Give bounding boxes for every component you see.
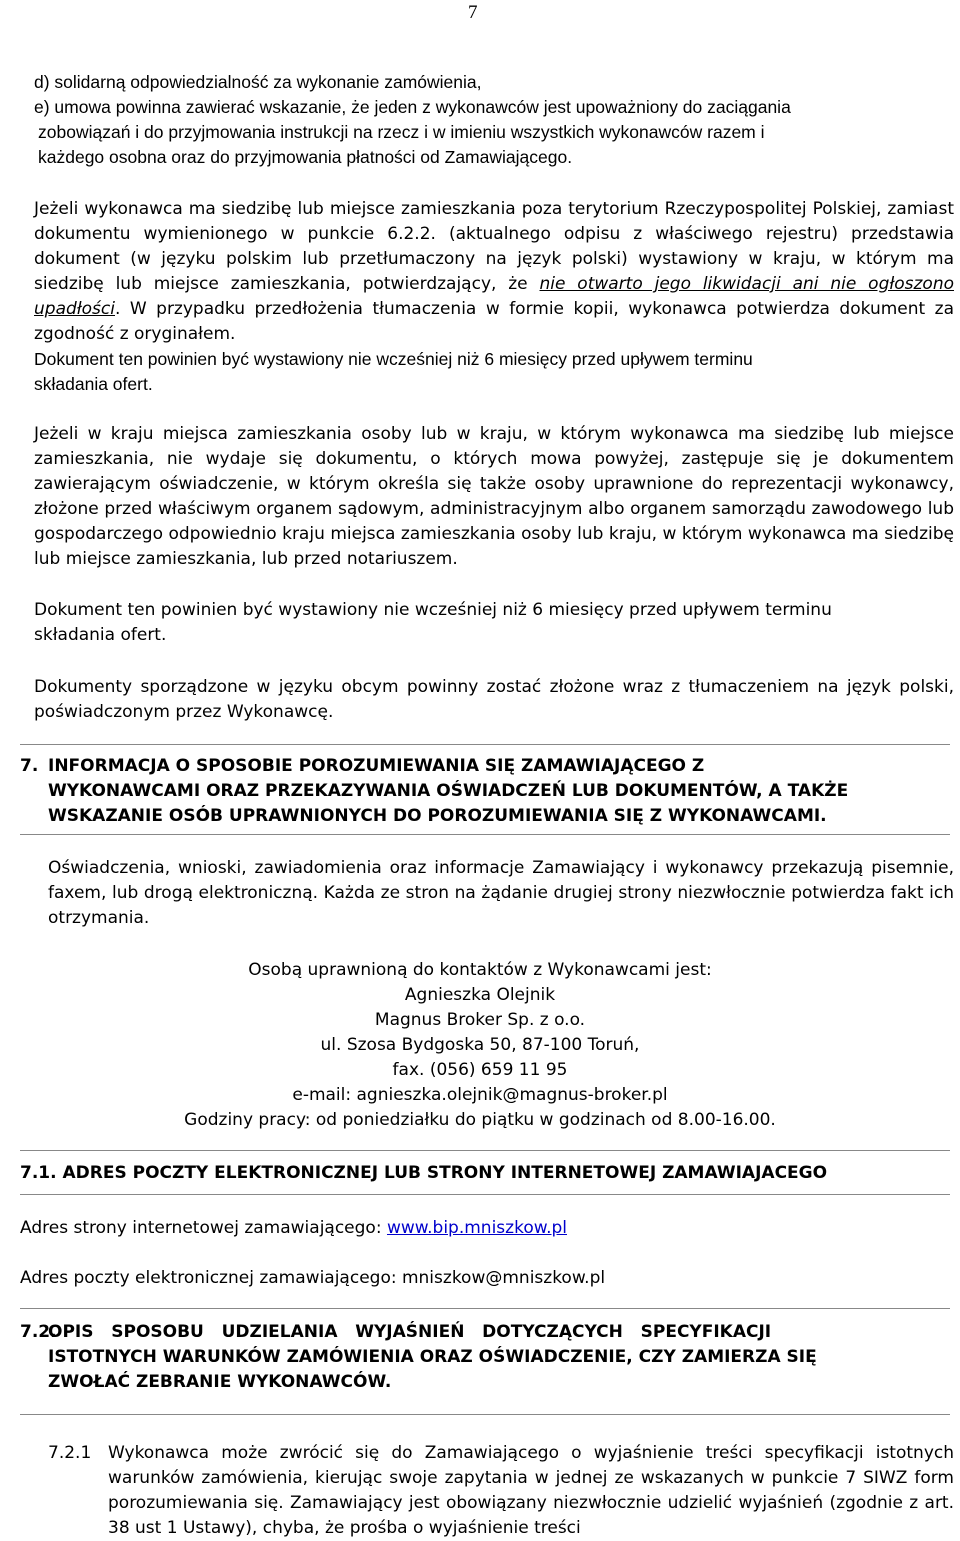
divider — [20, 1150, 950, 1151]
heading-line-1: INFORMACJA O SPOSOBIE POROZUMIEWANIA SIĘ ZAMAWIAJĄCEGO Z — [48, 756, 705, 776]
list-item-e-line3: każdego osobna oraz do przyjmowania płatności od Zamawiającego. — [38, 147, 573, 167]
foreign-entity-text-a: Jeżeli wykonawca ma siedzibę lub miejsce zamieszkania poza terytorium Rzeczypospolitej Polskiej, zamiast dokumentu wymienionego w punkcie 6.2.2. (aktualnego odpisu z właściwego rejestru) przedstawia dokument (w języku polskim lub przetłumaczony na język polski) wystawiony w kraju, w którym ma siedzibę lub miejsce zamieszkania, potwierdzający, że — [34, 199, 954, 294]
list-item-d: d) solidarną odpowiedzialność za wykonanie zamówienia, — [34, 72, 482, 92]
no-document-paragraph: Jeżeli w kraju miejsca zamieszkania osoby lub w kraju, w którym wykonawca ma siedzibę lub miejsce zamieszkania, nie wydaje się dokumentu, o których mowa powyżej, zastępuje się je dokumentem zawierającym oświadczenie, w którym określa się także osoby uprawnione do reprezentacji wykonawcy, złożone przed właściwym organem sądowym, administracyjnym albo organem samorządu zawodowego lub gospodarczego odpowiednio kraju miejsca zamieszkania osoby lub kraju, w którym wykonawca ma siedzibę lub miejsce zamieszkania, lub przed notariuszem. — [34, 424, 954, 569]
heading-line-3: WSKAZANIE OSÓB UPRAWNIONYCH DO POROZUMIEWANIA SIĘ Z WYKONAWCAMI. — [48, 806, 827, 826]
section-7-2-1 — [48, 1441, 954, 1541]
foreign-entity-text-b: . W przypadku przedłożenia tłumaczenia w formie kopii, wykonawca potwierdza dokument za zgodność z oryginałem. — [34, 299, 954, 344]
note-line-2: składania ofert. — [34, 374, 153, 394]
note-line-1: Dokument ten powinien być wystawiony nie wcześniej niż 6 miesięcy przed upływem terminu — [34, 349, 753, 369]
foreign-entity-condition: nie otwarto jego likwidacji ani nie ogłoszono upadłości — [34, 274, 954, 319]
contact-fax: fax. (056) 659 11 95 — [392, 1060, 568, 1080]
page-number: 7 — [468, 2, 478, 23]
contact-hours: Godziny pracy: od poniedziałku do piątku w godzinach od 8.00-16.00. — [184, 1110, 776, 1130]
website-link[interactable]: www.bip.mniszkow.pl — [386, 1218, 567, 1238]
section-7-heading — [20, 754, 950, 829]
section-7-2-heading — [20, 1320, 950, 1395]
contact-company: Magnus Broker Sp. z o.o. — [374, 1010, 586, 1030]
section-7-1-heading: 7.1. ADRES POCZTY ELEKTRONICZNEJ LUB STRONY INTERNETOWEJ ZAMAWIAJACEGO — [20, 1163, 828, 1183]
foreign-entity-note — [34, 347, 954, 397]
note-line-2: składania ofert. — [34, 625, 167, 645]
heading-line-3: ZWOŁAĆ ZEBRANIE WYKONAWCÓW. — [48, 1372, 392, 1392]
communication-paragraph: Oświadczenia, wnioski, zawiadomienia oraz informacje Zamawiający i wykonawcy przekazują pisemnie, faxem, lub drogą elektroniczną. Każda ze stron na żądanie drugiej strony niezwłocznie potwierdza fakt ich otrzymania. — [48, 858, 954, 928]
contact-intro: Osobą uprawnioną do kontaktów z Wykonawcami jest: — [248, 960, 712, 980]
contact-email: e-mail: agnieszka.olejnik@magnus-broker.pl — [292, 1085, 668, 1105]
subsection-number: 7.2.1 — [48, 1443, 92, 1463]
section-number: 7.2. — [20, 1322, 57, 1342]
note-line-1: Dokument ten powinien być wystawiony nie wcześniej niż 6 miesięcy przed upływem terminu — [34, 600, 832, 620]
divider — [20, 744, 950, 745]
website-label: Adres strony internetowej zamawiającego: — [20, 1218, 387, 1238]
list-item-e-line2: zobowiązań i do przyjmowania instrukcji na rzecz i w imieniu wszystkich wykonawców razem i — [38, 122, 765, 142]
heading-line-2: WYKONAWCAMI ORAZ PRZEKAZYWANIA OŚWIADCZEŃ LUB DOKUMENTÓW, A TAKŻE — [48, 781, 849, 801]
no-document-note — [34, 598, 954, 648]
divider — [20, 1194, 950, 1195]
email-line: Adres poczty elektronicznej zamawiającego: mniszkow@mniszkow.pl — [20, 1268, 606, 1288]
subsection-text: Wykonawca może zwrócić się do Zamawiającego o wyjaśnienie treści specyfikacji istotnych warunków zamówienia, kierując swoje zapytania w jednej ze wskazanych w punkcie 7 SIWZ form porozumiewania się. Zamawiający jest obowiązany niezwłocznie udzielić wyjaśnień (zgodnie z art. 38 ust 1 Ustawy), chyba, że prośba o wyjaśnienie treści — [108, 1443, 954, 1538]
divider — [20, 1308, 950, 1309]
list-item-e-line1: e) umowa powinna zawierać wskazanie, że jeden z wykonawców jest upoważniony do zaciągania — [34, 97, 791, 117]
translation-paragraph: Dokumenty sporządzone w języku obcym powinny zostać złożone wraz z tłumaczeniem na język polski, poświadczonym przez Wykonawcę. — [34, 677, 954, 722]
heading-line-2: ISTOTNYCH WARUNKÓW ZAMÓWIENIA ORAZ OŚWIADCZENIE, CZY ZAMIERZA SIĘ — [48, 1347, 817, 1367]
list-item-e — [34, 95, 954, 170]
divider — [20, 834, 950, 835]
heading-line-1: OPIS SPOSOBU UDZIELANIA WYJAŚNIEŃ DOTYCZĄCYCH SPECYFIKACJI — [48, 1322, 772, 1342]
contact-name: Agnieszka Olejnik — [404, 985, 556, 1005]
website-line — [20, 1216, 567, 1241]
divider — [20, 1414, 950, 1415]
foreign-entity-paragraph — [34, 197, 954, 347]
section-number: 7. — [20, 756, 39, 776]
contact-address: ul. Szosa Bydgoska 50, 87-100 Toruń, — [320, 1035, 640, 1055]
